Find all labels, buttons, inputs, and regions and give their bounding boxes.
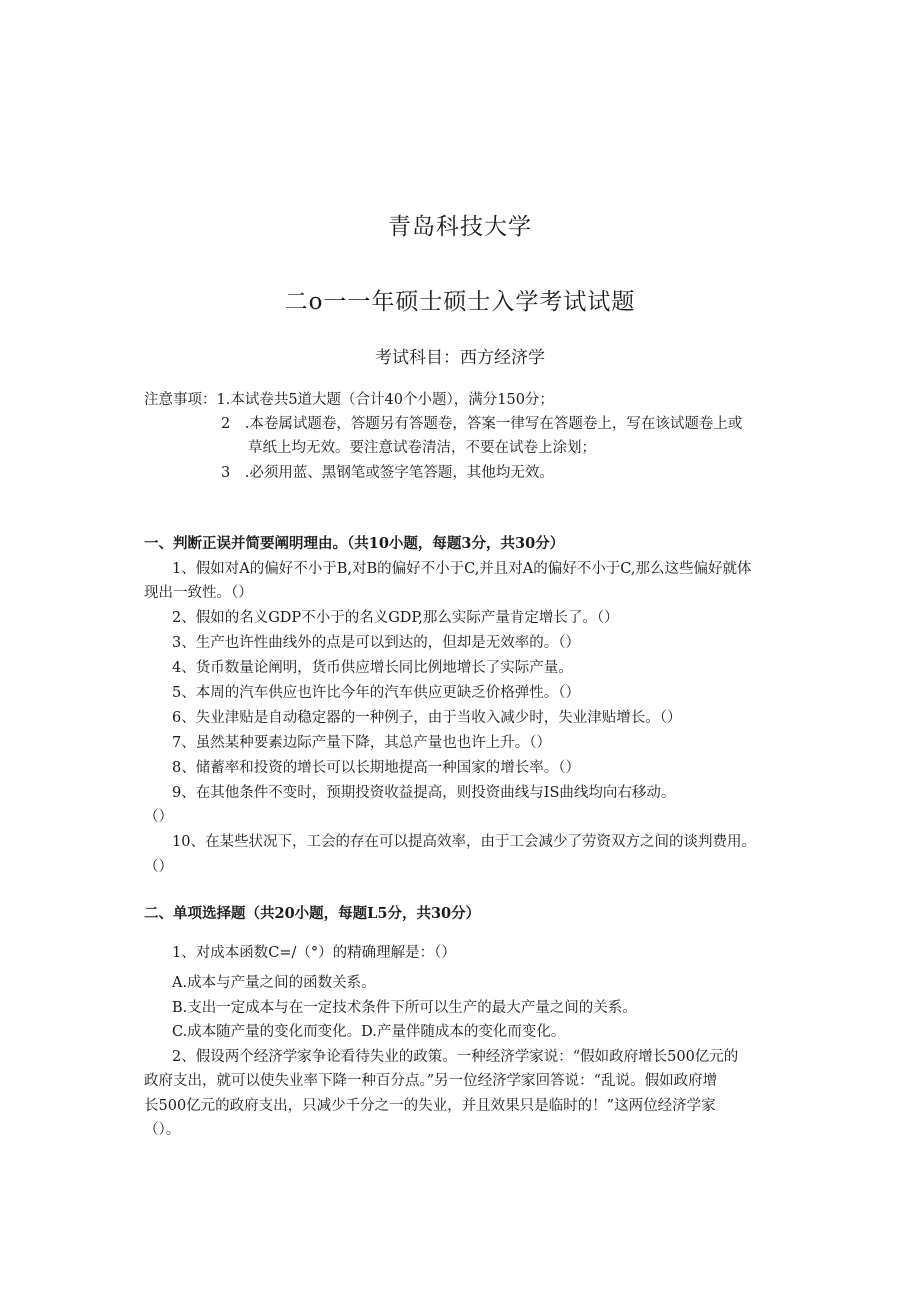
notes-line: 2 .本卷属试题卷，答题另有答题卷，答案一律写在答题卷上，写在该试题卷上或 [221,416,743,432]
question-line: 9、在其他条件不变时，预期投资收益提高，则投资曲线与IS曲线均向右移动。 [172,785,676,801]
exam-title: 二o一一年硕士硕士入学考试试题 [284,289,636,315]
question-line: 7、虽然某种要素边际产量下降，其总产量也也许上升。（） [172,735,551,751]
question-line: 6、失业津贴是自动稳定器的一种例子，由于当收入减少时，失业津贴增长。（） [172,710,682,726]
option-line: C.成本随产量的变化而变化。D.产量伴随成本的变化而变化。 [172,1024,566,1040]
university-title: 青岛科技大学 [388,214,532,240]
section-heading: 二、单项选择题（共20小题，每题L5分，共30分） [144,905,481,922]
notes-line: 3 .必须用蓝、黑钢笔或签字笔答题，其他均无效。 [221,465,554,481]
question-line: 政府支出，就可以使失业率下降一种百分点。”另一位经济学家回答说：“乱说。假如政府增 [144,1073,718,1089]
question-line: 2、假如的名义GDP不小于的名义GDP,那么实际产量肯定增长了。（） [172,610,619,626]
question-line: （）。 [144,1122,181,1138]
question-line: （） [144,809,173,825]
question-line: 5、本周的汽车供应也许比今年的汽车供应更缺乏价格弹性。（） [172,685,580,701]
question-line: 3、生产也许性曲线外的点是可以到达的，但却是无效率的。（） [172,635,580,651]
option-line: B.支出一定成本与在一定技术条件下所可以生产的最大产量之间的关系。 [172,1000,637,1016]
question-line: 2、假设两个经济学家争论看待失业的政策。一种经济学家说：“假如政府增长500亿元的 [172,1049,739,1065]
question-line: 4、货币数量论阐明，货币供应增长同比例地增长了实际产量。 [172,660,573,676]
section-heading: 一、判断正误并简要阐明理由。（共10小题，每题3分，共30分） [144,535,565,552]
question-line: （） [144,859,173,875]
question-line: 10、在某些状况下，工会的存在可以提高效率，由于工会减少了劳资双方之间的谈判费用。 [172,834,756,850]
question-line: 8、储蓄率和投资的增长可以长期地提高一种国家的增长率。（） [172,760,580,776]
option-line: A.成本与产量之间的函数关系。 [172,975,376,991]
notes-line: 注意事项：1.本试卷共5道大题（合计40个小题），满分150分； [144,392,554,408]
question-line: 1、对成本函数C=/（°）的精确理解是：（） [172,945,456,961]
question-line: 长500亿元的政府支出，只减少千分之一的失业，并且效果只是临时的！”这两位经济学家 [144,1098,716,1114]
exam-subject: 考试科目：西方经济学 [375,348,545,368]
question-line: 1、假如对A的偏好不小于B,对B的偏好不小于C,并且对A的偏好不小于C,那么这些偏好就体 [172,561,752,577]
notes-line: 草纸上均无效。要注意试卷清洁，不要在试卷上涂划； [248,440,596,456]
question-line: 现出一致性。（） [144,585,253,601]
